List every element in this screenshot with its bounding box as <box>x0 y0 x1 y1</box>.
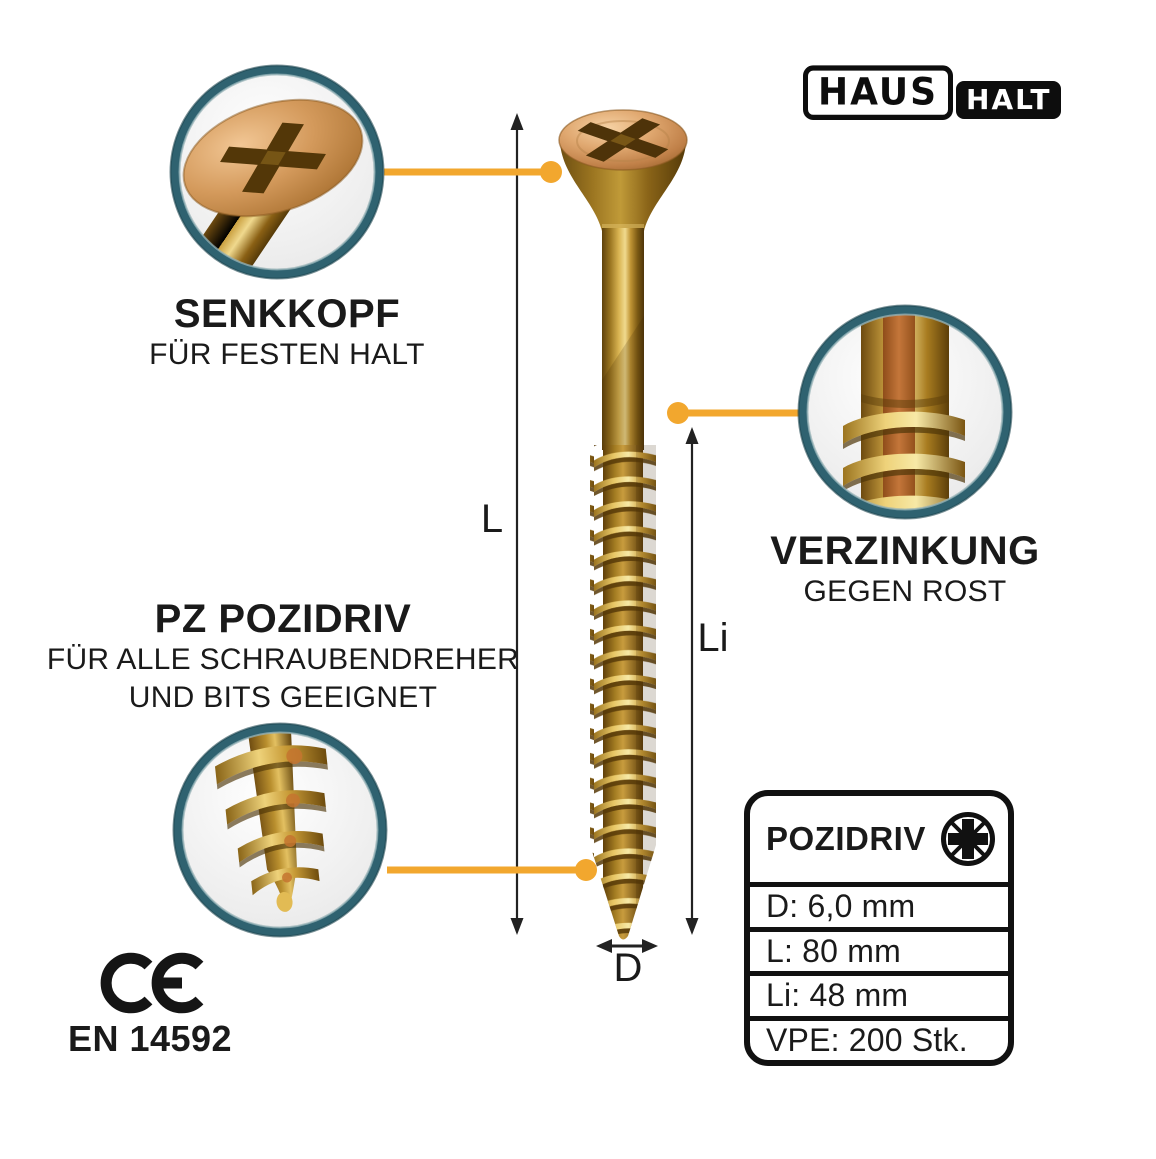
verzinkung-callout <box>695 530 1115 610</box>
thread-length-label: Li <box>697 616 729 660</box>
diameter-label: D <box>613 946 643 990</box>
length-label: L <box>480 497 504 541</box>
pozidriv-line2: UND BITS GEEIGNET <box>128 680 438 714</box>
senkkopf-title: SENKKOPF <box>173 292 401 336</box>
logo-halt-box: HALT <box>956 81 1061 119</box>
spec-row-thread-length: Li: 48 mm <box>750 971 1008 1016</box>
senkkopf-detail-image <box>163 58 391 286</box>
pozidriv-callout <box>33 598 533 715</box>
pozidriv-line1: FÜR ALLE SCHRAUBENDREHER <box>46 643 520 676</box>
en-standard-label: EN 14592 <box>67 1018 233 1059</box>
pozidriv-title: PZ POZIDRIV <box>154 597 412 641</box>
screw-thread <box>590 445 656 942</box>
spec-header-label: POZIDRIV <box>766 820 926 857</box>
verzinkung-detail-image <box>791 298 1019 526</box>
spec-row-diameter: D: 6,0 mm <box>750 882 1008 927</box>
senkkopf-callout <box>77 293 497 373</box>
pozidriv-tip-detail-image <box>166 716 394 944</box>
logo-haus-box: HAUS <box>803 65 953 120</box>
brand-logo <box>803 68 1061 120</box>
spec-row-package-quantity: VPE: 200 Stk. <box>750 1016 1008 1061</box>
senkkopf-subtitle: FÜR FESTEN HALT <box>149 338 425 371</box>
pozidriv-icon <box>940 811 996 867</box>
thread-length-dimension-line <box>686 427 699 935</box>
ce-mark-icon <box>106 958 199 1008</box>
verzinkung-title: VERZINKUNG <box>770 529 1040 573</box>
screw-illustration <box>556 108 690 942</box>
verzinkung-subtitle: GEGEN ROST <box>803 575 1007 608</box>
spec-table-header <box>750 796 1008 882</box>
spec-row-length: L: 80 mm <box>750 927 1008 972</box>
spec-table <box>744 790 1014 1066</box>
